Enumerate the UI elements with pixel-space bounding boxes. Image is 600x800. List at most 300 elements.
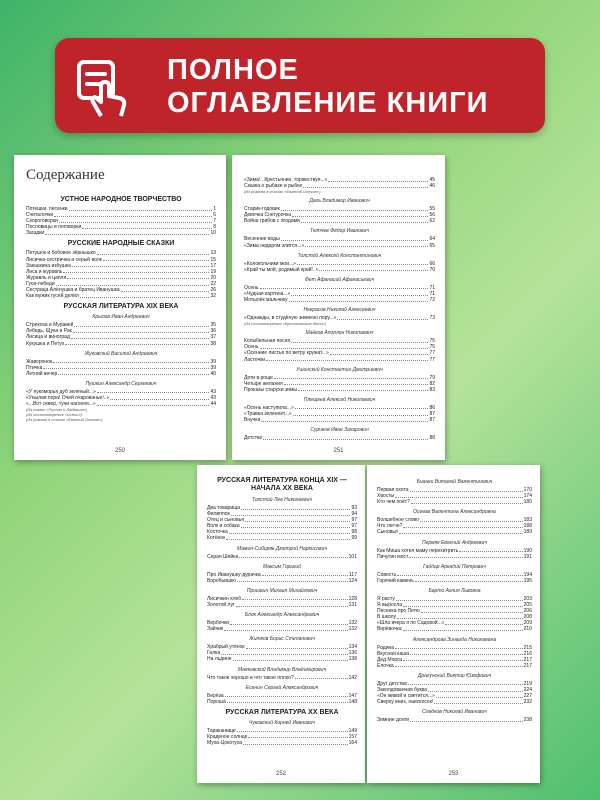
- author-heading: Драгунский Виктор Юзефович: [417, 672, 492, 679]
- toc-entry-page: 210: [523, 626, 532, 633]
- toc-entry-title: Ласточки: [244, 356, 266, 363]
- toc-entry-page: 148: [348, 698, 357, 705]
- toc-entry-page: 174: [523, 493, 532, 500]
- toc-entry: [207, 535, 357, 541]
- toc-entry-title: Песенка про Петю: [377, 608, 420, 615]
- toc-entry-page: 17: [210, 262, 216, 269]
- toc-entry-page: 45: [429, 177, 435, 183]
- toc-entry-page: 132: [348, 626, 357, 633]
- toc-entry-title: Кукушка и Петух: [26, 340, 65, 347]
- toc-entry-title: «Шла вчера я по Садовой...»: [377, 620, 445, 627]
- toc-entry-page: 195: [523, 577, 532, 584]
- author-heading: Пермяк Евгений Андреевич: [422, 539, 487, 546]
- toc-entry-page: 26: [210, 287, 216, 294]
- toc-entry-title: В школу: [377, 614, 397, 621]
- toc-group: [244, 375, 435, 393]
- toc-leader-dots: [260, 285, 429, 290]
- toc-leader-dots: [97, 250, 210, 255]
- toc-leader-dots: [330, 350, 429, 355]
- toc-entry: [207, 699, 357, 705]
- toc-group: [244, 261, 435, 273]
- toc-entry-page: 98: [351, 529, 357, 536]
- toc-entry-title: Волк и собака: [207, 523, 240, 530]
- toc-entry-page: 13: [210, 250, 216, 257]
- toc-entry-page: 136: [348, 650, 357, 657]
- toc-leader-dots: [293, 411, 429, 416]
- toc-leader-dots: [281, 236, 429, 241]
- toc-note: (Из поэмы «Руслан и Людмила»): [26, 407, 88, 413]
- author-heading: Александрова Зинаида Николаевна: [412, 636, 497, 643]
- toc-leader-dots: [225, 693, 348, 698]
- toc-entry-page: 216: [523, 650, 532, 657]
- section-heading: УСТНОЕ НАРОДНОЕ ТВОРЧЕСТВО: [60, 196, 182, 203]
- toc-entry-title: «Однажды, в студёную зимнюю пору...»: [244, 315, 337, 322]
- toc-group: [26, 206, 216, 236]
- toc-entry-title: Внучка: [244, 417, 261, 424]
- toc-leader-dots: [261, 417, 428, 422]
- toc-leader-dots: [82, 224, 212, 229]
- toc-entry-title: Золотой луг: [207, 601, 235, 608]
- toc-entry-title: Заколдованная буква: [377, 686, 427, 693]
- toc-entry-page: 20: [210, 274, 216, 281]
- page-252: [197, 465, 365, 783]
- toc-entry: [207, 740, 357, 746]
- toc-entry: [244, 267, 435, 273]
- toc-entry-page: 157: [348, 733, 357, 740]
- toc-entry-page: 43: [210, 388, 216, 395]
- toc-entry-page: 132: [348, 620, 357, 627]
- toc-entry-page: 219: [523, 680, 532, 687]
- toc-entry-title: Сестрица Алёнушка и братец Иванушка: [26, 287, 120, 294]
- toc-leader-dots: [221, 650, 347, 655]
- toc-entry-title: Петушок и бобовое зёрнышко: [26, 250, 96, 257]
- toc-entry-title: Котёнок: [207, 535, 226, 542]
- author-heading: Жуковский Василий Андреевич: [84, 350, 158, 357]
- toc-entry-page: 99: [351, 535, 357, 542]
- section-heading: РУССКАЯ ЛИТЕРАТУРА КОНЦА XIX — НАЧАЛА XX ВЕКА: [217, 477, 347, 492]
- author-heading: Мамин-Сибиряк Дмитрий Наркисович: [237, 545, 327, 552]
- toc-entry-title: Загадки: [26, 230, 45, 237]
- toc-entry-page: 38: [210, 340, 216, 347]
- toc-leader-dots: [246, 644, 348, 649]
- toc-entry-page: 43: [210, 394, 216, 401]
- toc-leader-dots: [262, 572, 348, 577]
- toc-entry-page: 70: [429, 266, 435, 273]
- toc-leader-dots: [245, 517, 350, 522]
- toc-group: [207, 675, 357, 681]
- toc-entry-page: 94: [351, 511, 357, 518]
- toc-entry-page: 35: [210, 322, 216, 329]
- toc-entry: [244, 387, 435, 393]
- toc-entry-title: Отец и сыновья: [207, 517, 244, 524]
- toc-entry-page: 71: [429, 284, 435, 291]
- toc-leader-dots: [291, 291, 428, 296]
- toc-group: [377, 681, 532, 705]
- toc-leader-dots: [236, 602, 348, 607]
- banner-line-2: ОГЛАВЛЕНИЕ КНИГИ: [167, 87, 489, 119]
- author-heading: Даль Владимир Иванович: [309, 198, 370, 205]
- toc-entry-title: Хвосты: [377, 493, 395, 500]
- toc-entry-title: Скороговорки: [26, 218, 58, 225]
- toc-entry-page: 203: [523, 595, 532, 602]
- toc-entry-title: Что легче?: [377, 523, 403, 530]
- toc-leader-dots: [436, 693, 523, 698]
- author-heading: Крылов Иван Андреевич: [92, 314, 150, 321]
- toc-entry: [207, 578, 357, 584]
- toc-entry-title: Друг детства: [377, 680, 407, 687]
- toc-entry-title: Тараканище: [207, 727, 236, 734]
- toc-entry-page: 183: [523, 517, 532, 524]
- toc-entry-title: «Унылая пора! Очей очарованье!..»: [26, 394, 110, 401]
- toc-entry: [377, 626, 532, 632]
- toc-entry-title: «У лукоморья дуб зелёный...»: [26, 388, 96, 395]
- toc-entry: [244, 218, 435, 224]
- toc-entry-title: «Он живой и светится...»: [377, 693, 435, 700]
- author-heading: Пришвин Михаил Михайлович: [246, 587, 318, 594]
- toc-entry: [207, 675, 357, 681]
- author-heading: Барто Агния Львовна: [428, 587, 481, 594]
- toc-group: [207, 596, 357, 608]
- toc-group: [244, 405, 435, 423]
- toc-leader-dots: [410, 651, 523, 656]
- toc-entry-page: 134: [348, 644, 357, 651]
- toc-group: [377, 717, 532, 723]
- toc-entry-page: 224: [523, 686, 532, 693]
- toc-leader-dots: [410, 717, 523, 722]
- page-number: 253: [448, 771, 459, 777]
- author-heading: Некрасов Николай Алексеевич: [303, 307, 376, 314]
- toc-leader-dots: [403, 523, 522, 528]
- toc-group: [207, 693, 357, 705]
- toc-leader-dots: [410, 487, 523, 492]
- toc-note: (Из романа в стихах «Евгений Онегин»): [26, 417, 103, 423]
- author-heading: Тютчев Фёдор Иванович: [309, 228, 370, 235]
- toc-leader-dots: [229, 529, 351, 534]
- toc-entry-page: 55: [429, 206, 435, 213]
- section-heading: РУССКАЯ ЛИТЕРАТУРА XIX ВЕКА: [63, 303, 179, 311]
- toc-entry-title: Лисичкин хлеб: [207, 595, 242, 602]
- toc-entry-page: 66: [429, 260, 435, 267]
- toc-entry-page: 56: [429, 212, 435, 219]
- toc-entry: [207, 626, 357, 632]
- toc-leader-dots: [305, 243, 428, 248]
- toc-entry-title: «Зима недаром злится...»: [244, 242, 305, 249]
- toc-leader-dots: [421, 608, 523, 613]
- toc-entry: [377, 717, 532, 723]
- toc-entry: [26, 371, 216, 377]
- toc-entry-title: «Зима!.. Крестьянин, торжествуя...»: [244, 177, 328, 183]
- toc-entry-title: Берёза: [207, 692, 224, 699]
- toc-leader-dots: [263, 435, 428, 440]
- toc-entry-page: 86: [429, 404, 435, 411]
- toc-entry-page: 87: [429, 410, 435, 417]
- toc-entry-title: Лисичка-сестричка и серый волк: [26, 256, 102, 263]
- toc-leader-dots: [80, 293, 210, 298]
- toc-entry-page: 142: [348, 674, 357, 681]
- toc-entry-page: 46: [429, 183, 435, 190]
- toc-entry-title: Детство: [244, 435, 263, 442]
- page-number: 250: [114, 448, 125, 454]
- toc-leader-dots: [248, 734, 347, 739]
- toc-entry-title: Четыре желания: [244, 380, 283, 387]
- toc-entry-page: 88: [429, 435, 435, 442]
- section-heading: РУССКИЕ НАРОДНЫЕ СКАЗКИ: [67, 240, 175, 248]
- toc-leader-dots: [434, 699, 522, 704]
- toc-leader-dots: [395, 493, 523, 498]
- toc-group: [244, 435, 435, 441]
- toc-leader-dots: [328, 177, 428, 182]
- toc-entry-page: 238: [523, 717, 532, 724]
- toc-leader-dots: [53, 359, 209, 364]
- toc-entry-title: Дети в роще: [244, 374, 273, 381]
- section-heading: РУССКАЯ ЛИТЕРАТУРА XX ВЕКА: [225, 708, 339, 716]
- toc-entry-page: 32: [210, 293, 216, 300]
- toc-entry-title: Мотылёк мальчику: [244, 297, 288, 304]
- toc-entry-page: 64: [429, 236, 435, 243]
- toc-note: (Из романа в стихах «Евгений Онегин»): [244, 189, 321, 195]
- toc-entry-title: Сыновья: [377, 529, 398, 536]
- toc-entry: [377, 529, 532, 535]
- toc-entry: [244, 243, 435, 249]
- toc-leader-dots: [395, 645, 523, 650]
- toc-entry-page: 75: [429, 344, 435, 351]
- toc-entry-page: 208: [523, 614, 532, 621]
- toc-entry-page: 6: [213, 212, 216, 219]
- toc-entry-title: Горячий камень: [377, 577, 414, 584]
- toc-entry-title: «Осенние листья по ветру кружат...»: [244, 350, 329, 357]
- toc-leader-dots: [415, 578, 523, 583]
- author-heading: Ушинский Константин Дмитриевич: [296, 366, 383, 373]
- toc-leader-dots: [297, 261, 428, 266]
- toc-entry-title: Два товарища: [207, 505, 241, 511]
- toc-entry-title: Лебедь, Щука и Рак: [26, 328, 72, 335]
- toc-group: [244, 206, 435, 224]
- toc-entry-page: 19: [210, 268, 216, 275]
- toc-leader-dots: [397, 614, 523, 619]
- toc-leader-dots: [230, 620, 348, 625]
- toc-leader-dots: [397, 572, 522, 577]
- toc-leader-dots: [69, 206, 213, 211]
- toc-leader-dots: [73, 328, 210, 333]
- toc-entry: [244, 297, 435, 303]
- toc-entry-page: 1: [213, 206, 216, 212]
- toc-entry-title: Журавль и цапля: [26, 274, 67, 281]
- toc-entry-page: 77: [429, 356, 435, 363]
- toc-leader-dots: [295, 405, 429, 410]
- toc-group: [26, 359, 216, 377]
- toc-entry: [207, 656, 357, 662]
- toc-entry-title: «...Вот север, тучи нагоняя...»: [26, 401, 96, 408]
- author-heading: Чуковский Корней Иванович: [249, 719, 315, 726]
- toc-entry-title: Девочка Снегурочка: [244, 212, 292, 219]
- toc-entry-title: «Край ты мой, родимый край!..»: [244, 266, 319, 273]
- toc-entry-title: Я расту: [377, 595, 395, 602]
- toc-entry-page: 217: [523, 656, 532, 663]
- author-heading: Максим Горький: [263, 563, 301, 570]
- toc-entry-page: 180: [523, 499, 532, 506]
- toc-entry-title: Кто чем поёт?: [377, 499, 410, 506]
- toc-entry-title: Война грибов с ягодами: [244, 218, 300, 225]
- toc-entry-page: 101: [348, 553, 357, 560]
- toc-entry-title: Проказы старухи зимы: [244, 386, 297, 393]
- toc-leader-dots: [241, 523, 351, 528]
- toc-leader-dots: [408, 681, 523, 686]
- author-heading: Сладков Николай Иванович: [422, 709, 487, 716]
- toc-entry-page: 36: [210, 328, 216, 335]
- toc-leader-dots: [237, 578, 348, 583]
- toc-entry-page: 44: [210, 401, 216, 408]
- toc-leader-dots: [54, 212, 212, 217]
- toc-group: [207, 572, 357, 584]
- toc-entry-page: 72: [429, 297, 435, 304]
- toc-entry-page: 189: [523, 529, 532, 536]
- toc-entry-page: 22: [210, 280, 216, 287]
- toc-entry-page: 131: [348, 601, 357, 608]
- toc-entry-title: Потешки, песенки: [26, 206, 68, 212]
- toc-leader-dots: [411, 499, 523, 504]
- toc-leader-dots: [97, 389, 210, 394]
- toc-entry-page: 8: [213, 224, 216, 231]
- toc-entry-title: Осень: [244, 344, 259, 351]
- toc-leader-dots: [74, 322, 209, 327]
- toc-group: [244, 285, 435, 303]
- toc-entry-page: 82: [429, 380, 435, 387]
- toc-entry: [377, 699, 532, 705]
- toc-leader-dots: [241, 505, 350, 510]
- toc-group: [377, 517, 532, 535]
- toc-group: [244, 177, 435, 189]
- toc-entry-title: Серая Шейка: [207, 553, 239, 560]
- toc-entry-page: 124: [348, 577, 357, 584]
- toc-entry-title: Гуси-лебеди: [26, 280, 55, 287]
- banner-title: [167, 54, 488, 120]
- toc-group: [26, 322, 216, 346]
- toc-entry-title: Волшебное слово: [377, 517, 419, 524]
- toc-entry-title: Зайчик: [207, 626, 224, 633]
- toc-group: [207, 728, 357, 746]
- toc-entry-title: Что такое хорошо и что такое плохо?: [207, 674, 294, 681]
- toc-leader-dots: [97, 401, 210, 406]
- toc-entry: [26, 293, 216, 299]
- page-253: [367, 465, 540, 783]
- toc-entry-page: 149: [348, 727, 357, 734]
- toc-leader-dots: [103, 257, 210, 262]
- author-heading: Маяковский Владимир Владимирович: [237, 666, 327, 673]
- toc-leader-dots: [274, 375, 429, 380]
- toc-entry-title: Верёвочка: [377, 626, 402, 633]
- toc-group: [207, 554, 357, 560]
- toc-entry-title: Лиса и журавль: [26, 268, 63, 275]
- toc-entry-page: 39: [210, 358, 216, 365]
- toc-leader-dots: [292, 212, 428, 217]
- toc-entry-title: Краденое солнце: [207, 733, 248, 740]
- author-heading: Пушкин Александр Сергеевич: [85, 380, 157, 387]
- toc-entry-title: Как Миша хотел маму перехитрить: [377, 547, 459, 554]
- toc-leader-dots: [231, 511, 351, 516]
- toc-entry-title: Пословицы и поговорки: [26, 224, 82, 231]
- toc-entry-page: 205: [523, 602, 532, 609]
- toc-leader-dots: [281, 206, 429, 211]
- toc-leader-dots: [445, 620, 522, 625]
- toc-entry-page: 215: [523, 644, 532, 651]
- toc-entry-title: «Осень наступила...»: [244, 404, 294, 411]
- toc-entry-page: 147: [348, 692, 357, 699]
- toc-leader-dots: [337, 315, 428, 320]
- toc-entry-title: Лисица и виноград: [26, 334, 70, 341]
- toc-leader-dots: [237, 728, 348, 733]
- toc-leader-dots: [303, 183, 428, 188]
- toc-entry: [377, 554, 532, 560]
- toc-entry-title: Первая охота: [377, 487, 409, 493]
- toc-group: [207, 505, 357, 542]
- toc-leader-dots: [242, 596, 348, 601]
- toc-entry-page: 227: [523, 693, 532, 700]
- toc-leader-dots: [395, 663, 523, 668]
- toc-leader-dots: [65, 341, 209, 346]
- toc-entry-page: 138: [348, 656, 357, 663]
- toc-leader-dots: [56, 281, 210, 286]
- toc-entry-page: 170: [523, 487, 532, 493]
- toc-entry-page: 87: [429, 417, 435, 424]
- toc-entry: [377, 578, 532, 584]
- toc-entry-title: Летний вечер: [26, 370, 58, 377]
- toc-entry-title: Пичугин мост: [377, 553, 409, 560]
- toc-entry: [26, 341, 216, 347]
- toc-entry-page: 232: [523, 699, 532, 706]
- toc-leader-dots: [403, 602, 523, 607]
- document-touch-icon: [71, 58, 131, 118]
- toc-entry-page: 37: [210, 334, 216, 341]
- toc-entry-page: 217: [523, 662, 532, 669]
- toc-leader-dots: [110, 395, 209, 400]
- banner-line-1: ПОЛНОЕ: [167, 54, 299, 86]
- author-heading: Бианки Виталий Валентинович: [416, 479, 493, 485]
- toc-leader-dots: [224, 626, 347, 631]
- toc-entry-title: Зимние долги: [377, 717, 410, 724]
- toc-leader-dots: [291, 338, 428, 343]
- toc-leader-dots: [239, 554, 347, 559]
- toc-note: (Из стихотворения «Крестьянские дети»): [244, 321, 327, 327]
- toc-entry-title: Сказка о рыбаке и рыбке: [244, 183, 303, 190]
- toc-entry-page: 209: [523, 620, 532, 627]
- page-number: 251: [333, 448, 344, 454]
- author-heading: Суриков Иван Захарович: [310, 427, 369, 434]
- toc-entry-title: Старик-годовик: [244, 206, 280, 213]
- toc-entry-title: Дед Мороз: [377, 656, 403, 663]
- toc-entry-page: 79: [429, 374, 435, 381]
- toc-entry: [244, 357, 435, 363]
- toc-group: [26, 250, 216, 299]
- toc-leader-dots: [396, 596, 523, 601]
- toc-leader-dots: [226, 535, 350, 540]
- toc-entry-page: 39: [210, 364, 216, 371]
- toc-entry-page: 40: [210, 370, 216, 377]
- toc-entry-title: Стрекоза и Муравей: [26, 322, 74, 329]
- toc-leader-dots: [266, 357, 428, 362]
- toc-entry-title: Я выросла: [377, 602, 403, 609]
- toc-entry-page: 97: [351, 523, 357, 530]
- toc-leader-dots: [459, 548, 522, 553]
- toc-entry-page: 191: [523, 553, 532, 560]
- toc-entry-page: 65: [429, 242, 435, 249]
- toc-group: [244, 338, 435, 362]
- contents-title: Содержание: [26, 167, 105, 183]
- toc-group: [377, 596, 532, 633]
- toc-entry-title: Осень: [244, 284, 259, 291]
- toc-leader-dots: [227, 699, 348, 704]
- toc-entry-title: Муха-Цокотуха: [207, 739, 243, 746]
- toc-entry-title: «Чудная картина...»: [244, 290, 291, 297]
